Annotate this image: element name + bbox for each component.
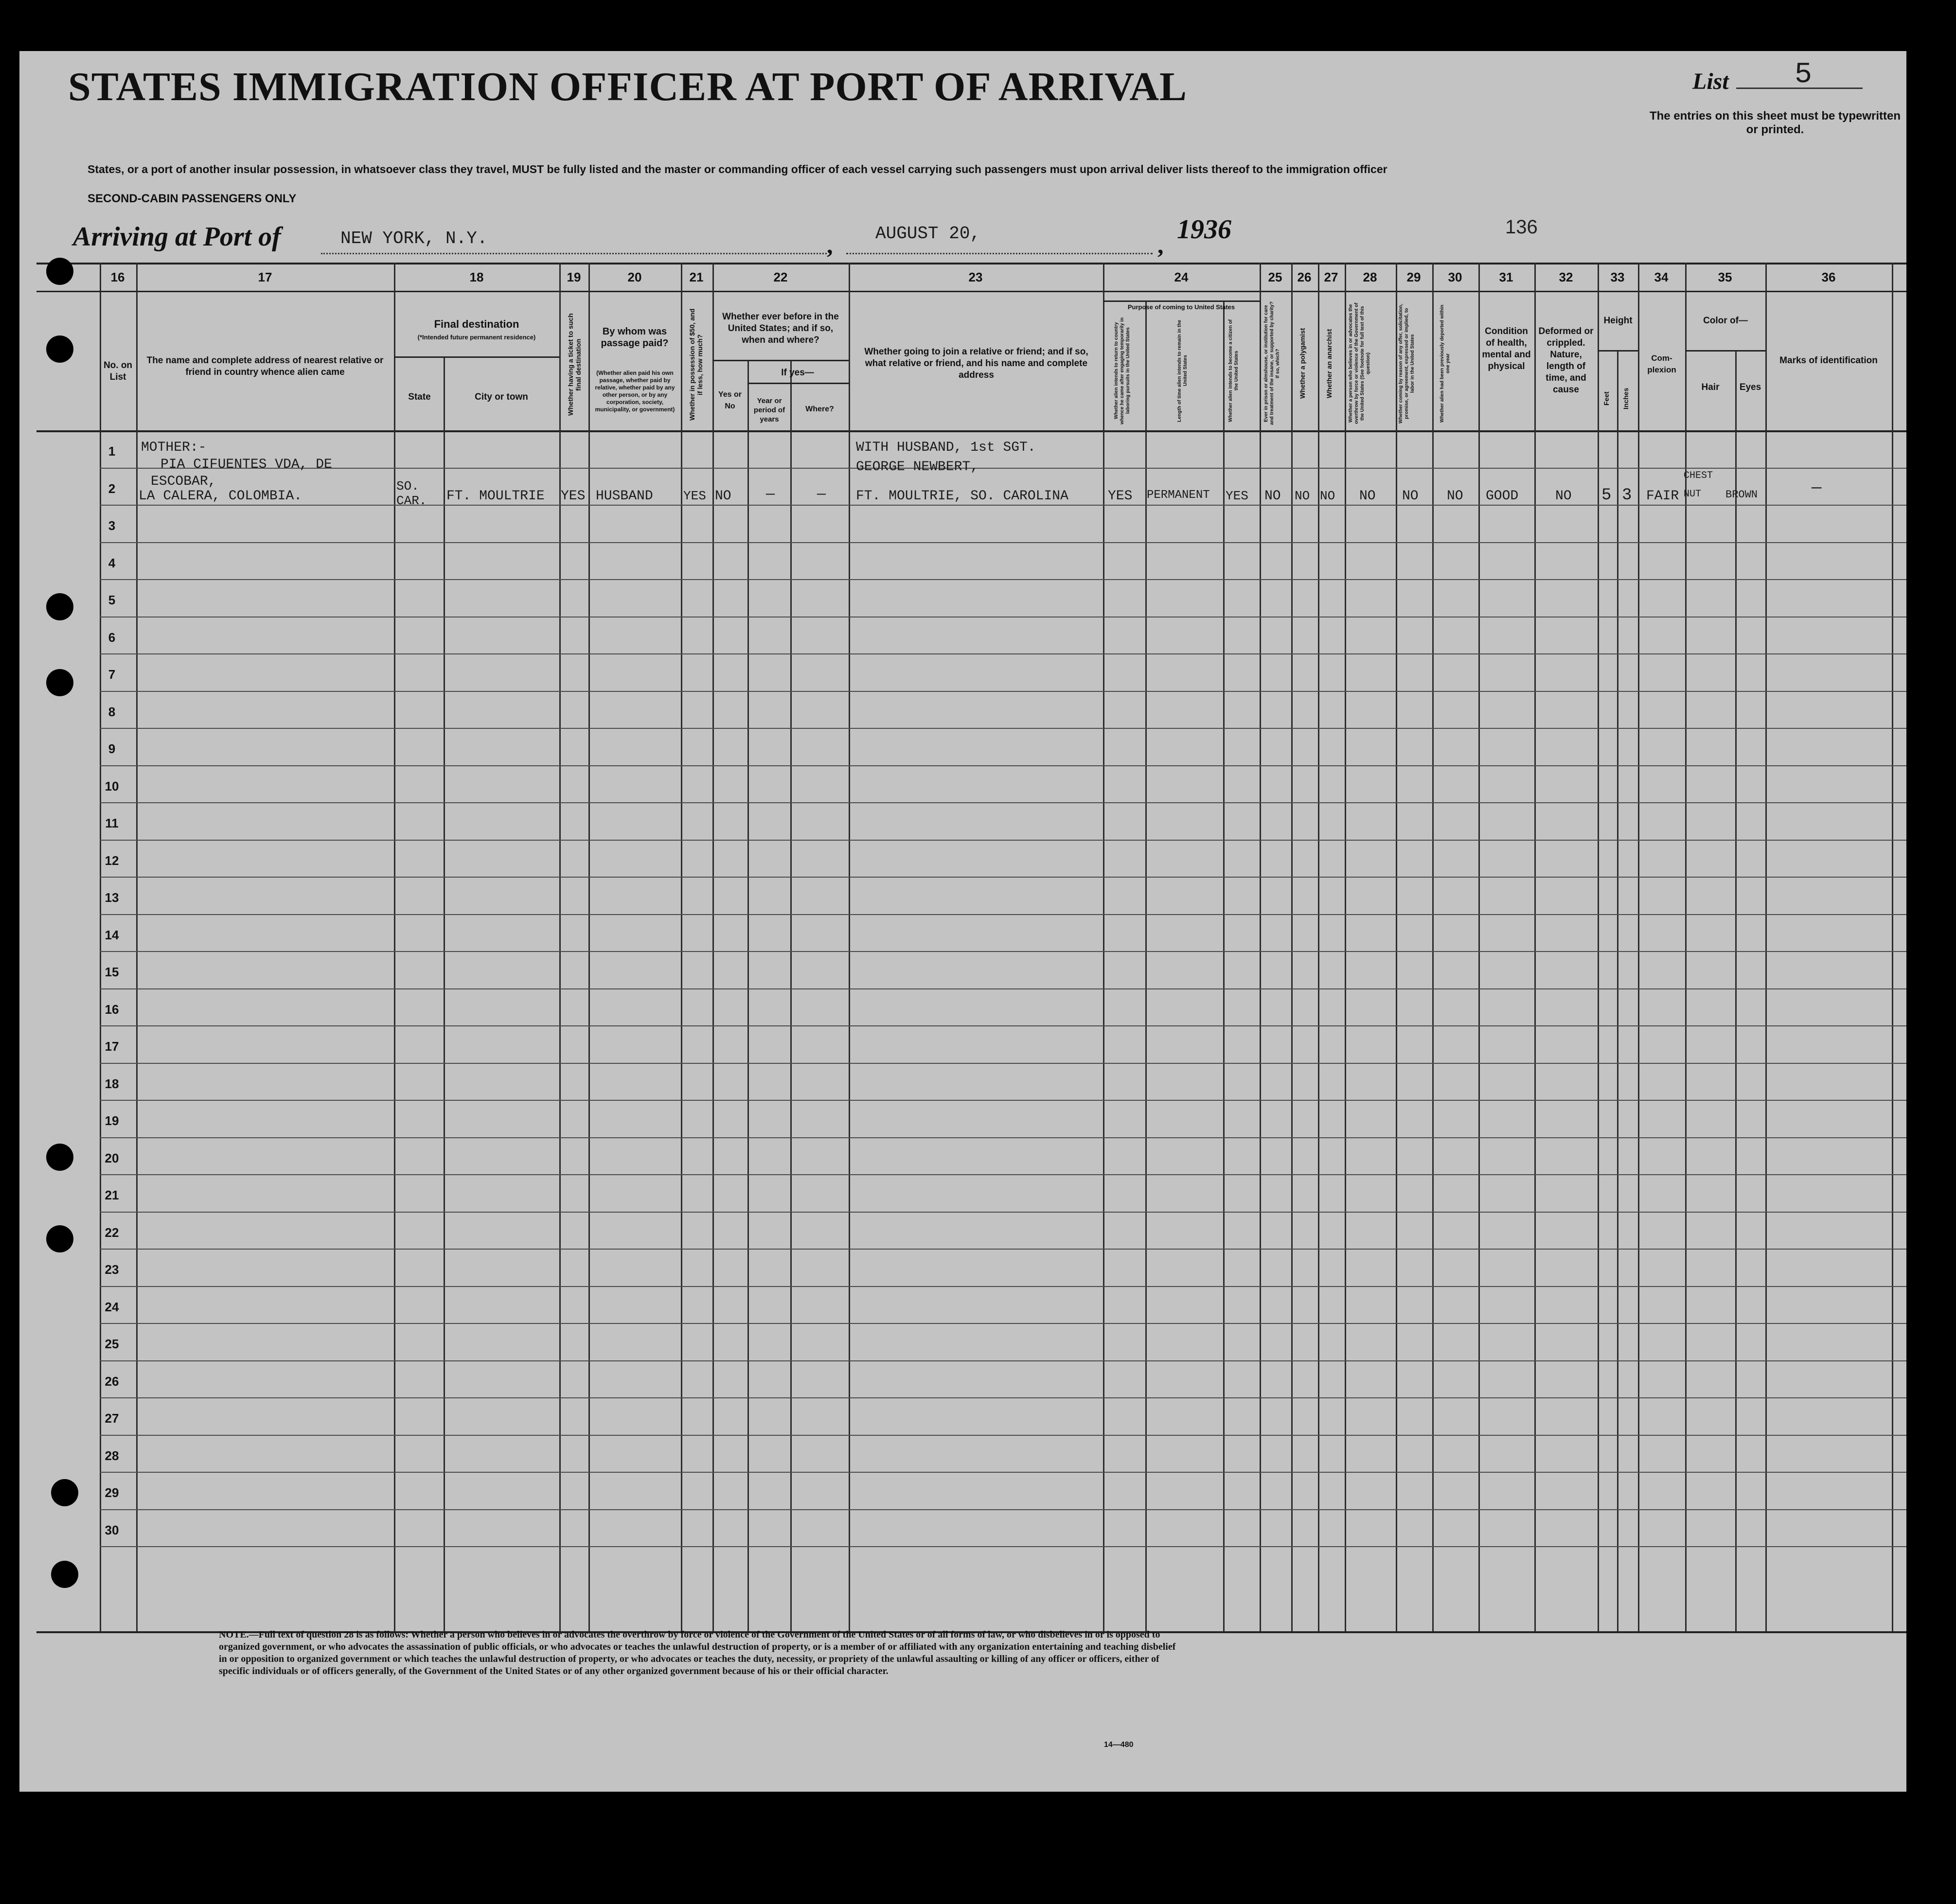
- row1-join-line3: FT. MOULTRIE, SO. CAROLINA: [856, 489, 1068, 504]
- column-number: 31: [1499, 270, 1513, 284]
- row-number: 1: [108, 444, 116, 458]
- row1-relative-line4: LA CALERA, COLOMBIA.: [139, 489, 302, 504]
- row-line: [100, 1472, 1906, 1473]
- punch-hole: [51, 1561, 78, 1588]
- column-divider: [747, 360, 749, 1631]
- header-c22: Whether ever before in the United States; and if so, when and where?: [722, 312, 839, 345]
- header-c22-period: Year or period of years: [753, 397, 785, 423]
- row-number: 21: [105, 1188, 119, 1202]
- row-number: 25: [105, 1337, 119, 1351]
- row-line: [100, 914, 1906, 915]
- row-number: 3: [108, 518, 116, 533]
- row-line: [100, 802, 1906, 803]
- row-number: 4: [108, 556, 116, 570]
- row1-eyes: BROWN: [1725, 489, 1758, 501]
- row-line: [100, 1100, 1906, 1101]
- row-line: [100, 1323, 1906, 1324]
- row-number: 24: [105, 1300, 119, 1314]
- row-line: [100, 840, 1906, 841]
- column-number: 18: [469, 270, 484, 284]
- header-c29: Whether coming by reason of any offer, solicitation, promise, or agreement, expressed or implied, to labor in the United States: [1398, 303, 1415, 423]
- column-divider: [1223, 300, 1225, 1631]
- header-c17: The name and complete address of nearest relative or friend in country whence alien came: [146, 355, 384, 377]
- row-line: [100, 1212, 1906, 1213]
- header-c35-hair: Hair: [1701, 382, 1720, 392]
- header-c18-city: City or town: [475, 392, 528, 402]
- row-line: [100, 877, 1906, 878]
- column-number: 27: [1324, 270, 1338, 284]
- row1-marks: —: [1812, 479, 1822, 497]
- comma-2: ,: [1157, 231, 1164, 259]
- row1-join-line1: WITH HUSBAND, 1st SGT.: [856, 440, 1036, 455]
- header-c21: Whether in possession of $50, and if less, how much?: [688, 308, 704, 421]
- row1-overthrow: NO: [1359, 489, 1376, 504]
- header-bottom-border: [36, 430, 1906, 432]
- port-value: NEW YORK, N.Y.: [340, 229, 488, 248]
- header-c24: Purpose of coming to United States: [1127, 303, 1235, 311]
- form-number: 14—480: [1104, 1741, 1134, 1749]
- row-line: [100, 1063, 1906, 1064]
- row1-deformed: NO: [1555, 489, 1572, 504]
- column-number: 25: [1268, 270, 1282, 284]
- footnote: NOTE.—Full text of question 28 is as follows: Whether a person who believes in or advocates the overthrow by force or violence of the Government of the United States or of all forms of law, or who disbelieves in or is opposed to organized government, or who advocates the assassination of public officials, or who advocates or teaches the unlawful destruction of property, or is a member of or affiliated with any organization entertaining and teaching disbelief in or opposition to organized government or which teaches the unlawful destruction of property, or who advocates or teaches the duty, necessity, or propriety of the unlawful assaulting or killing of any officer or officers, either of specific individuals or of officers generally, of the Government of the United States or of any other organized government because of his or their official character.: [219, 1629, 1176, 1676]
- column-number: 29: [1406, 270, 1421, 284]
- comma-1: ,: [827, 231, 833, 259]
- column-number: 21: [689, 270, 704, 284]
- header-c25: Ever in prison or almshouse, or institution for care and treatment of the insane, or supported by charity? If so, which?: [1263, 301, 1280, 425]
- row-line: [100, 505, 1906, 506]
- row1-where: —: [817, 486, 826, 503]
- row-number: 8: [108, 705, 116, 719]
- row-number: 20: [105, 1151, 119, 1165]
- column-number: 34: [1654, 270, 1669, 284]
- column-number: 36: [1821, 270, 1836, 284]
- header-c26: Whether a polygamist: [1298, 328, 1306, 399]
- punch-hole: [46, 593, 73, 620]
- header-c28: Whether a person who believes in or advocates the overthrow by force or violence of the Government of the United States (See footnote for full text of this question): [1348, 302, 1371, 424]
- column-number: 28: [1363, 270, 1377, 284]
- header-c22-yesno: Yes or No: [718, 390, 742, 410]
- manifest-sheet: [19, 51, 1906, 1792]
- row1-feet: 5: [1601, 486, 1612, 505]
- column-number: 16: [110, 270, 125, 284]
- header-c22-ifyes: If yes—: [781, 368, 814, 378]
- row-number: 14: [105, 928, 119, 942]
- date-value: AUGUST 20,: [875, 224, 981, 244]
- row-number: 7: [108, 667, 116, 682]
- subtitle-line-2: SECOND-CABIN PASSENGERS ONLY: [88, 192, 297, 205]
- row-line: [100, 1360, 1906, 1361]
- year-value: 1936: [1177, 214, 1231, 245]
- column-number: 20: [627, 270, 642, 284]
- column-number: 24: [1174, 270, 1189, 284]
- header-c33: Height: [1603, 316, 1633, 326]
- instruction-note: The entries on this sheet must be typewritten or printed.: [1649, 109, 1901, 136]
- row-line: [100, 653, 1906, 654]
- row-line: [100, 765, 1906, 766]
- row1-length: PERMANENT: [1147, 489, 1210, 502]
- header-c19: Whether having a ticket to such final destination: [567, 313, 582, 416]
- row1-hair: CHEST NUT: [1684, 470, 1713, 500]
- row-line: [100, 1249, 1906, 1250]
- row-number: 28: [105, 1448, 119, 1463]
- row-line: [100, 1137, 1906, 1138]
- row1-complexion: FAIR: [1646, 489, 1679, 504]
- column-number: 32: [1559, 270, 1573, 284]
- header-c33-feet: Feet: [1602, 391, 1610, 406]
- header-c24-a: Whether alien intends to return to country whence he came after engaging temporarily in laboring pursuits in the United States: [1114, 317, 1131, 424]
- header-c33-inches: Inches: [1622, 388, 1630, 410]
- header-c27: Whether an anarchist: [1325, 329, 1333, 398]
- subtitle-line-1: States, or a port of another insular possession, in whatsoever class they travel, MUST be fully listed and the master or commanding officer of each vessel carrying such passengers must upon arrival deliver lists thereof to the immigration officer: [88, 163, 1387, 176]
- header-c36: Marks of identification: [1779, 355, 1878, 366]
- row-number: 15: [105, 965, 119, 979]
- column-number: 26: [1297, 270, 1312, 284]
- row-line: [100, 579, 1906, 580]
- port-underline: [321, 253, 827, 254]
- row-number: 2: [108, 481, 116, 496]
- row1-ticket: YES: [561, 489, 586, 504]
- row-number: 6: [108, 630, 116, 645]
- row-number: 17: [105, 1039, 119, 1054]
- row1-state: SO. CAR.: [396, 479, 427, 508]
- header-c35: Color of—: [1703, 316, 1748, 326]
- colnum-border: [36, 291, 1906, 292]
- punch-hole: [46, 1225, 73, 1252]
- row-line: [100, 728, 1906, 729]
- row1-period: —: [766, 486, 775, 503]
- row-line: [100, 1397, 1906, 1398]
- header-c18-state: State: [408, 392, 431, 402]
- header-c35-eyes: Eyes: [1739, 382, 1761, 392]
- header-c23: Whether going to join a relative or friend; and if so, what relative or friend, and his name and complete address: [864, 347, 1088, 380]
- row1-anarchist: NO: [1320, 489, 1335, 503]
- column-number: 35: [1718, 270, 1732, 284]
- column-number: 33: [1610, 270, 1625, 284]
- row1-join-line2: GEORGE NEWBERT,: [856, 459, 979, 475]
- row1-inches: 3: [1622, 486, 1632, 505]
- row-number: 23: [105, 1262, 119, 1277]
- row1-labor: NO: [1402, 489, 1419, 504]
- row1-polygamist: NO: [1295, 489, 1310, 503]
- row-line: [100, 691, 1906, 692]
- punch-hole: [46, 258, 73, 285]
- punch-hole: [46, 1144, 73, 1171]
- row-line: [100, 1174, 1906, 1175]
- column-number: 23: [968, 270, 983, 284]
- column-number: 22: [773, 270, 788, 284]
- header-c16: No. on List: [103, 360, 133, 382]
- row-number: 27: [105, 1411, 119, 1426]
- row-number: 10: [105, 779, 119, 793]
- row-line: [100, 1025, 1906, 1026]
- page-title: STATES IMMIGRATION OFFICER AT PORT OF ARRIVAL: [68, 64, 1188, 109]
- row-line: [100, 542, 1906, 543]
- row1-relative-line3: ESCOBAR,: [151, 474, 216, 489]
- header-c22-where: Where?: [805, 405, 834, 413]
- column-number: 19: [567, 270, 581, 284]
- row-line: [100, 468, 1906, 469]
- column-number: 30: [1448, 270, 1462, 284]
- row-number: 29: [105, 1485, 119, 1500]
- row-number: 26: [105, 1374, 119, 1389]
- row-line: [100, 951, 1906, 952]
- row1-citizen: YES: [1226, 489, 1248, 503]
- row1-passage: HUSBAND: [596, 489, 653, 504]
- date-underline: [846, 253, 1153, 254]
- arriving-label: Arriving at Port of: [73, 222, 281, 252]
- header-c31: Condition of health, mental and physical: [1482, 326, 1531, 371]
- list-number: 5: [1795, 58, 1813, 91]
- header-c24-b: Length of time alien intends to remain in the United States: [1177, 319, 1188, 422]
- row1-deported: NO: [1447, 489, 1463, 504]
- column-number: 17: [258, 270, 272, 284]
- row-number: 22: [105, 1225, 119, 1240]
- row-number: 9: [108, 741, 116, 756]
- row-number: 18: [105, 1076, 119, 1091]
- punch-hole: [46, 669, 73, 696]
- stamp-number: 136: [1505, 216, 1538, 238]
- row1-health: GOOD: [1486, 489, 1519, 504]
- header-c32: Deformed or crippled. Nature, length of time, and cause: [1538, 326, 1594, 395]
- row-line: [100, 1546, 1906, 1547]
- header-c20-note: (Whether alien paid his own passage, whether paid by relative, whether paid by any other person, or by any corporation, society, municipality, or government): [595, 370, 675, 413]
- table-top-border: [36, 263, 1906, 264]
- row-number: 13: [105, 890, 119, 905]
- row-number: 12: [105, 853, 119, 868]
- row-number: 19: [105, 1113, 119, 1128]
- header-c18-note: (*Intended future permanent residence): [417, 334, 536, 341]
- list-label: List: [1692, 69, 1729, 94]
- row-line: [100, 988, 1906, 989]
- row-number: 11: [105, 816, 119, 830]
- row-line: [100, 1286, 1906, 1287]
- row1-relative-line2: PIA CIFUENTES VDA, DE: [160, 457, 332, 472]
- row-line: [100, 1509, 1906, 1510]
- column-divider: [790, 360, 792, 1631]
- row-number: 30: [105, 1523, 119, 1537]
- row1-ever-before: NO: [715, 489, 731, 504]
- header-c18: Final destination: [434, 318, 519, 330]
- row-number: 16: [105, 1002, 119, 1017]
- row1-prison: NO: [1264, 489, 1281, 504]
- row1-money: YES: [683, 489, 706, 503]
- column-divider: [444, 356, 445, 1631]
- row1-city: FT. MOULTRIE: [446, 489, 545, 504]
- header-c30: Whether alien had been previously deported within one year: [1440, 304, 1451, 423]
- row-number: 5: [108, 593, 116, 607]
- row1-return: YES: [1108, 489, 1133, 504]
- row-line: [100, 1435, 1906, 1436]
- header-c20: By whom was passage paid?: [601, 326, 669, 349]
- row1-relative-line1: MOTHER:-: [141, 440, 207, 455]
- header-c24-c: Whether alien intends to become a citizen of the United States: [1228, 319, 1239, 423]
- punch-hole: [46, 335, 73, 363]
- punch-hole: [51, 1479, 78, 1506]
- header-c34: Com- plexion: [1647, 353, 1676, 374]
